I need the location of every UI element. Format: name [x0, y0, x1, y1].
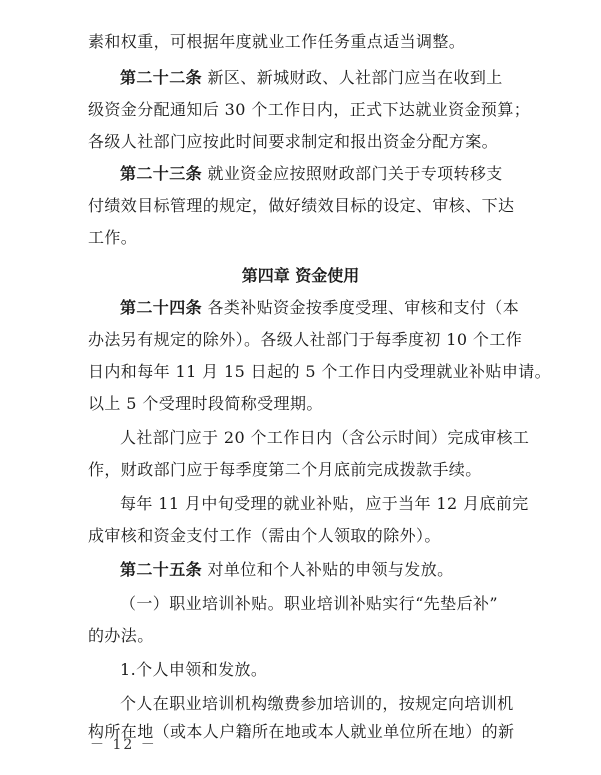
text-line: 构所在地（或本人户籍所在地或本人就业单位所在地）的新 [88, 722, 515, 741]
text-line: 人社部门应于 20 个工作日内（含公示时间）完成审核工 [120, 428, 530, 447]
text-line: 个人在职业培训机构缴费参加培训的，按规定向培训机 [120, 694, 514, 713]
article-24-line [120, 298, 518, 318]
page-number: － 12 － [90, 737, 157, 753]
article-text: 各类补贴资金按季度受理、审核和支付（本 [202, 298, 520, 317]
chapter-title: 第四章 资金使用 [241, 266, 360, 285]
article-23-line [120, 164, 518, 184]
article-25-line [120, 560, 518, 580]
text-line: 的办法。 [88, 626, 154, 645]
article-heading: 第二十二条 [120, 68, 203, 87]
text-line: 工作。 [88, 228, 138, 247]
text-line: 日内和每年 11 月 15 日起的 5 个工作日内受理就业补贴申请。 [88, 362, 552, 381]
article-heading: 第二十五条 [120, 560, 203, 579]
text-line: 每年 11 月中旬受理的就业补贴，应于当年 12 月底前完 [120, 494, 529, 513]
text-line: 1.个人申领和发放。 [120, 660, 268, 679]
article-22-line [120, 68, 518, 88]
text-line: 以上 5 个受理时段简称受理期。 [88, 394, 323, 413]
article-heading: 第二十三条 [120, 164, 203, 183]
text-line: 各级人社部门应按此时间要求制定和报出资金分配方案。 [88, 132, 499, 151]
text-line: 成审核和资金支付工作（需由个人领取的除外）。 [88, 526, 441, 545]
text-line: 级资金分配通知后 30 个工作日内，正式下达就业资金预算； [88, 100, 531, 119]
article-text: 新区、新城财政、人社部门应当在收到上 [202, 68, 503, 87]
article-text: 对单位和个人补贴的申领与发放。 [202, 560, 454, 579]
text-line: 素和权重，可根据年度就业工作任务重点适当调整。 [88, 32, 466, 51]
text-line: 付绩效目标管理的规定，做好绩效目标的设定、审核、下达 [88, 196, 515, 215]
text-line: （一）职业培训补贴。职业培训补贴实行“先垫后补” [120, 594, 498, 613]
article-text: 就业资金应按照财政部门关于专项转移支 [202, 164, 503, 183]
text-line: 办法另有规定的除外）。各级人社部门于每季度初 10 个工作 [88, 330, 523, 349]
text-line: 作，财政部门应于每季度第二个月底前完成拨款手续。 [88, 460, 482, 479]
article-heading: 第二十四条 [120, 298, 203, 317]
